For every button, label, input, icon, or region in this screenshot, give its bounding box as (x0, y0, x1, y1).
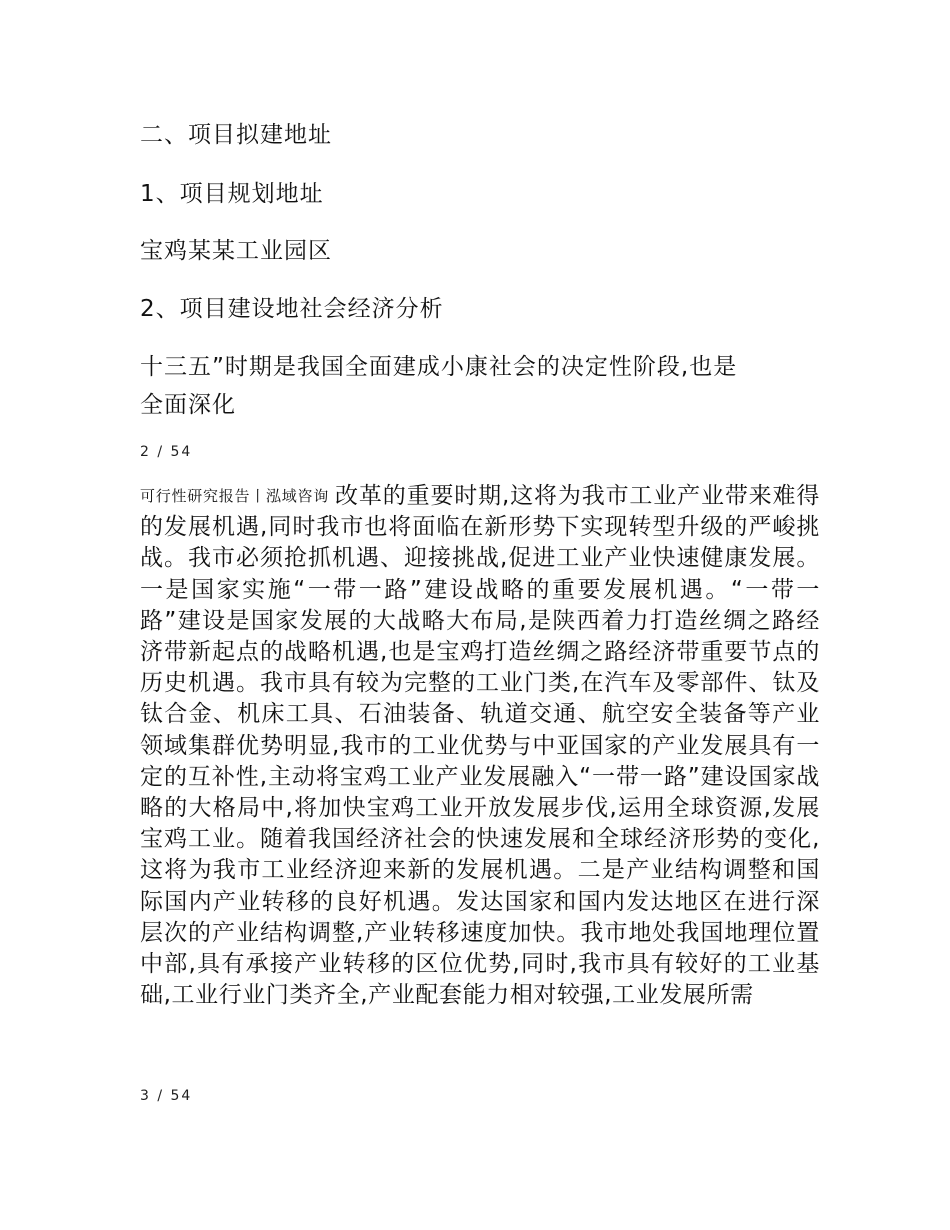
sub-heading-socioeconomic-analysis: 2、项目建设地社会经济分析 (140, 296, 444, 322)
page-number: 2 / 54 (140, 444, 193, 460)
running-header: 可行性研究报告丨泓域咨询 (140, 487, 330, 505)
body-paragraph (140, 481, 820, 1011)
paragraph-line: 全面深化 (140, 392, 236, 418)
section-heading: 二、项目拟建地址 (140, 122, 332, 148)
paragraph-line: 十三五”时期是我国全面建成小康社会的决定性阶段,也是 (140, 354, 738, 380)
sub-heading-planned-address: 1、项目规划地址 (140, 181, 324, 207)
paragraph-text: 改革的重要时期,这将为我市工业产业带来难得的发展机遇,同时我市也将面临在新形势下实现转型升级的严峻挑战。我市必须抢抓机遇、迎接挑战,促进工业产业快速健康发展。一是国家实施“一带一路”建设战略的重要发展机遇。“一带一路”建设是国家发展的大战略大布局,是陕西着力打造丝绸之路经济带新起点的战略机遇,也是宝鸡打造丝绸之路经济带重要节点的历史机遇。我市具有较为完整的工业门类,在汽车及零部件、钛及钛合金、机床工具、石油装备、轨道交通、航空安全装备等产业领域集群优势明显,我市的工业优势与中亚国家的产业发展具有一定的互补性,主动将宝鸡工业产业发展融入“一带一路”建设国家战略的大格局中,将加快宝鸡工业开放发展步伐,运用全球资源,发展宝鸡工业。随着我国经济社会的快速发展和全球经济形势的变化,这将为我市工业经济迎来新的发展机遇。二是产业结构调整和国际国内产业转移的良好机遇。发达国家和国内发达地区在进行深层次的产业结构调整,产业转移速度加快。我市地处我国地理位置中部,具有承接产业转移的区位优势,同时,我市具有较好的工业基础,工业行业门类齐全,产业配套能力相对较强,工业发展所需 (140, 483, 820, 1009)
address-text: 宝鸡某某工业园区 (140, 238, 332, 264)
page-number: 3 / 54 (140, 1088, 193, 1104)
